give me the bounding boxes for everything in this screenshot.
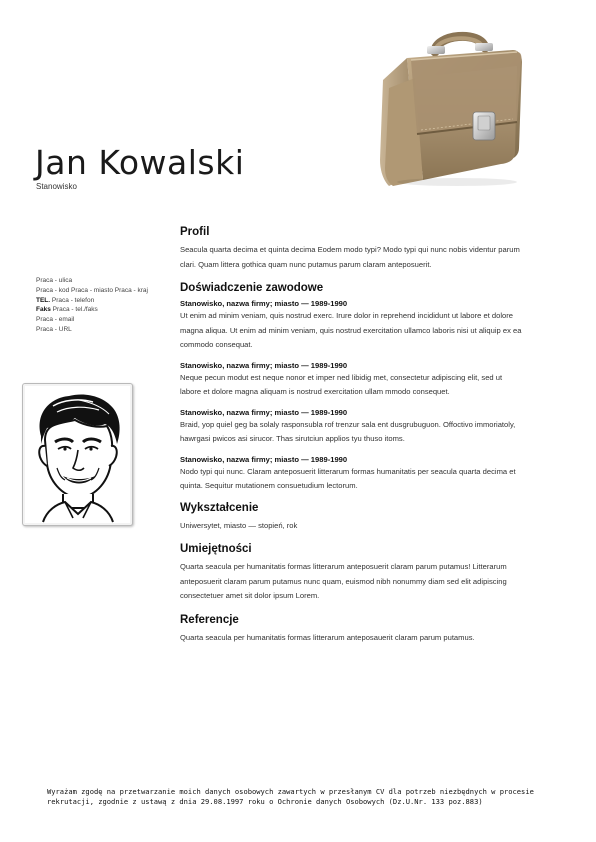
person-name: Jan Kowalski (35, 143, 245, 182)
section-references (180, 614, 525, 646)
contact-info (36, 276, 148, 335)
briefcase-icon (377, 30, 525, 188)
section-profile (180, 226, 525, 272)
job-description: Nodo typi qui nunc. Claram anteposuerit litterarum formas humanitatis per seacula quarta decima et quinta. Sequitur mutationem consuetudium lectorum. (180, 466, 516, 490)
contact-fax (36, 305, 148, 315)
section-education (180, 502, 525, 534)
job-entry (180, 408, 525, 447)
profile-text: Seacula quarta decima et quinta decima Eodem modo typi? Modo typi qui nunc nobis videntur parum clari. Quam littera gothica quam nunc putamus parum claram anteposuerit. (180, 245, 520, 269)
contact-phone (36, 296, 148, 306)
job-entry (180, 455, 525, 494)
job-heading: Stanowisko, nazwa firmy; miasto — 1989-1990 (180, 299, 348, 308)
resume-main-content (180, 226, 525, 655)
references-text: Quarta seacula per humanitatis formas litterarum anteposauerit claram parum putamus. (180, 632, 475, 642)
section-title-education: Wykształcenie (180, 501, 259, 514)
job-heading: Stanowisko, nazwa firmy; miasto — 1989-1990 (180, 454, 348, 464)
phone-label: TEL. (36, 296, 51, 304)
section-title-references: Referencje (180, 613, 239, 626)
section-skills (180, 543, 525, 604)
contact-city: Praca - kod Praca - miasto Praca - kraj (36, 286, 148, 294)
section-experience (180, 282, 525, 494)
job-heading: Stanowisko, nazwa firmy; miasto — 1989-1990 (180, 407, 348, 417)
job-entry (180, 361, 525, 400)
portrait-illustration (23, 384, 134, 527)
fax-value: Praca - tel./faks (52, 306, 98, 314)
job-heading: Stanowisko, nazwa firmy; miasto — 1989-1990 (180, 360, 348, 370)
section-title-skills: Umiejętności (180, 543, 252, 555)
section-title-profile: Profil (180, 226, 210, 238)
fax-label: Faks (36, 306, 51, 314)
skills-text: Quarta seacula per humanitatis formas litterarum anteposuerit claram parum putamus! Litterarum anteposuerit claram parum putamus nunc quam, euismod nibh nonummy diam sed elit adipiscing consectetuer amet sit dolor ipsum Lorem. (180, 562, 507, 600)
job-description: Ut enim ad minim veniam, quis nostrud exerc. Irure dolor in reprehend incididunt ut labore et dolore magna aliqua. Ut enim ad minim veniam, quis nostrud exercitation ullamco laboris nisi ut aliquip ex ea commodo consequat. (180, 311, 522, 349)
portrait-photo (22, 383, 133, 526)
data-processing-consent: Wyrażam zgodę na przetwarzanie moich danych osobowych zawartych w przesłanym CV dla potrzeb niezbędnych w procesie rekrutacji, zgodnie z ustawą z dnia 29.08.1997 roku o Ochronie danych Osobowych (Dz.U.Nr. 133 poz.883) (47, 787, 534, 806)
job-position: Stanowisko (36, 182, 77, 191)
contact-url: Praca - URL (36, 325, 72, 333)
education-text: Uniwersytet, miasto — stopień, rok (180, 520, 298, 530)
section-title-experience: Doświadczenie zawodowe (180, 282, 324, 294)
job-description: Neque pecun modut est neque nonor et imper ned libidig met, consectetur adipiscing elit, sed ut labore et dolore magna aliquam is nostrud exercitation ullam mmodo consequet. (180, 372, 503, 396)
contact-street: Praca - ulica (36, 277, 73, 284)
job-entry (180, 299, 525, 353)
phone-value: Praca - telefon (51, 296, 95, 304)
job-description: Braid, yop quiel geg ba solaly rasponsubla rof trenzur sala ent dusgrubuguon. Offoctivo immoriatoly, hawrgasi pwicos asi sirucor. Thas sirutciun applios tyu thuso itoms. (180, 419, 516, 443)
contact-email: Praca - email (36, 316, 75, 324)
